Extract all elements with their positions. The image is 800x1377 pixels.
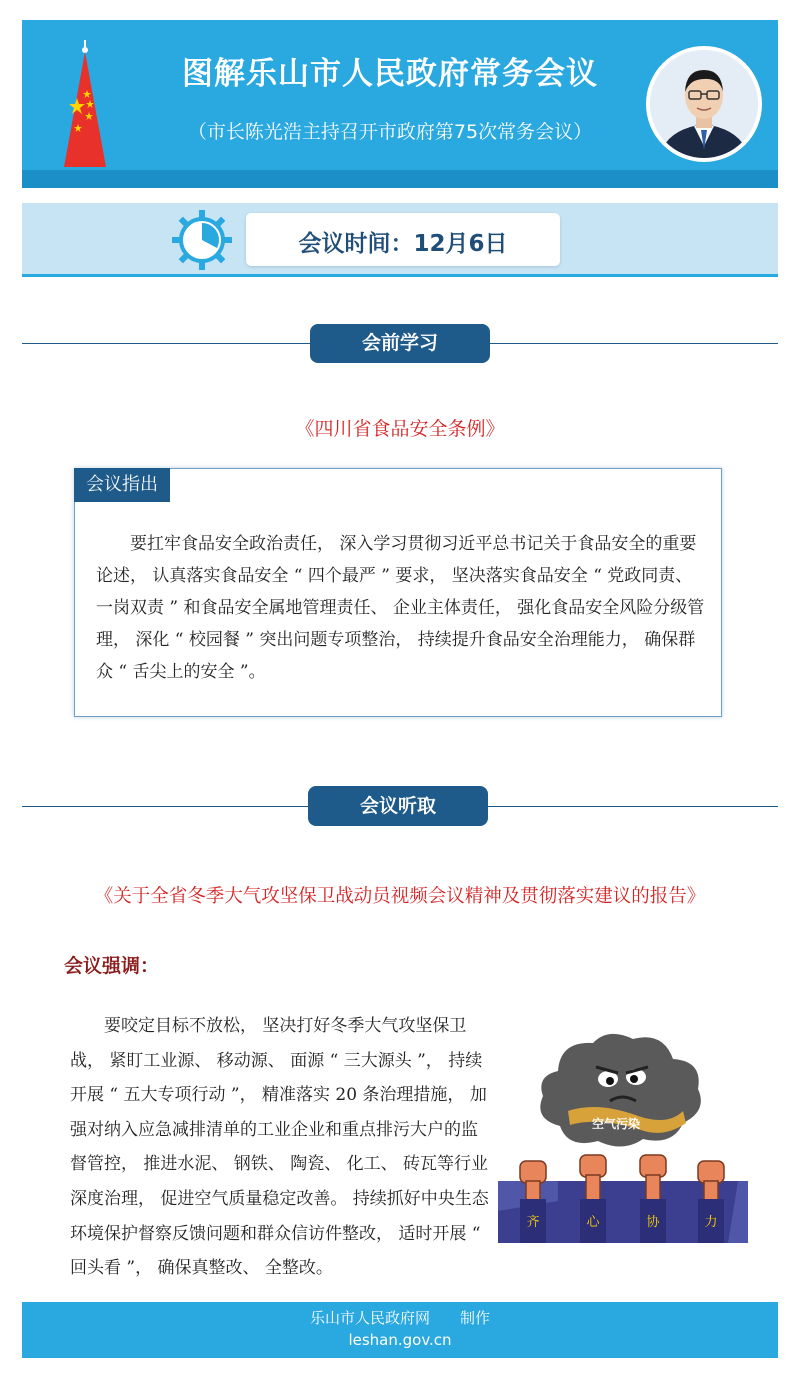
cloud-label: 空气污染 [591, 1117, 641, 1131]
section-header-pre-study: 会前学习 [310, 324, 490, 363]
slogan-char: 力 [704, 1215, 718, 1230]
flag-icon [60, 40, 110, 170]
emphasis-label: 会议强调： [64, 955, 160, 977]
page-subtitle: （市长陈光浩主持召开市政府第75次常务会议） [187, 121, 593, 143]
report-title: 《关于全省冬季大气攻坚保卫战动员视频会议精神及贯彻落实建议的报告》 [94, 886, 706, 907]
air-pollution-illustration [498, 1031, 748, 1243]
meeting-points-text: 要扛牢食品安全政治责任， 深入学习贯彻习近平总书记关于食品安全的重要论述， 认真落实食品安全 “ 四个最严 ” 要求， 坚决落实食品安全 “ 党政同责、 一岗双责 ” 和食品安全属地管理责任、 企业主体责任， 强化食品安全风险分级管理， 深化 “ 校园餐 ” 突出问题专项整治， 持续提升食品安全治理能力， 确保群众 “ 舌尖上的安全 ”。 [96, 534, 705, 682]
page-title: 图解乐山市人民政府常务会议 [182, 56, 598, 92]
emphasis-text: 要咬定目标不放松， 坚决打好冬季大气攻坚保卫战， 紧盯工业源、 移动源、 面源 “ 三大源头 ”， 持续开展 “ 五大专项行动 ”， 精准落实 20 条治理措施， 加强对纳入应急减排清单的工业企业和重点排污大户的监督管控， 推进水泥、 钢铁、 陶瓷、 化工、 砖瓦等行业深度治理， 促进空气质量稳定改善。 持续抓好中央生态环境保护督察反馈问题和群众信访件整改， 适时开展 “ 回头看 ”， 确保真整改、 全整改。 [70, 1016, 489, 1279]
person-portrait-icon [650, 50, 758, 158]
footer-producer: 乐山市人民政府网 制作 [309, 1309, 490, 1327]
slogan-char: 协 [646, 1215, 660, 1230]
clock-icon [170, 208, 234, 272]
avatar [646, 46, 762, 162]
emphasis-paragraph [70, 1009, 742, 1286]
footer-website-link[interactable]: leshan.gov.cn [348, 1331, 452, 1349]
meeting-points-tag: 会议指出 [74, 468, 170, 502]
slogan-char: 心 [586, 1215, 600, 1230]
slogan-char: 齐 [526, 1215, 540, 1230]
section-header-hearing: 会议听取 [308, 786, 488, 826]
meeting-time-text: 会议时间：12月6日 [298, 231, 508, 257]
document-title: 《四川省食品安全条例》 [295, 418, 505, 440]
